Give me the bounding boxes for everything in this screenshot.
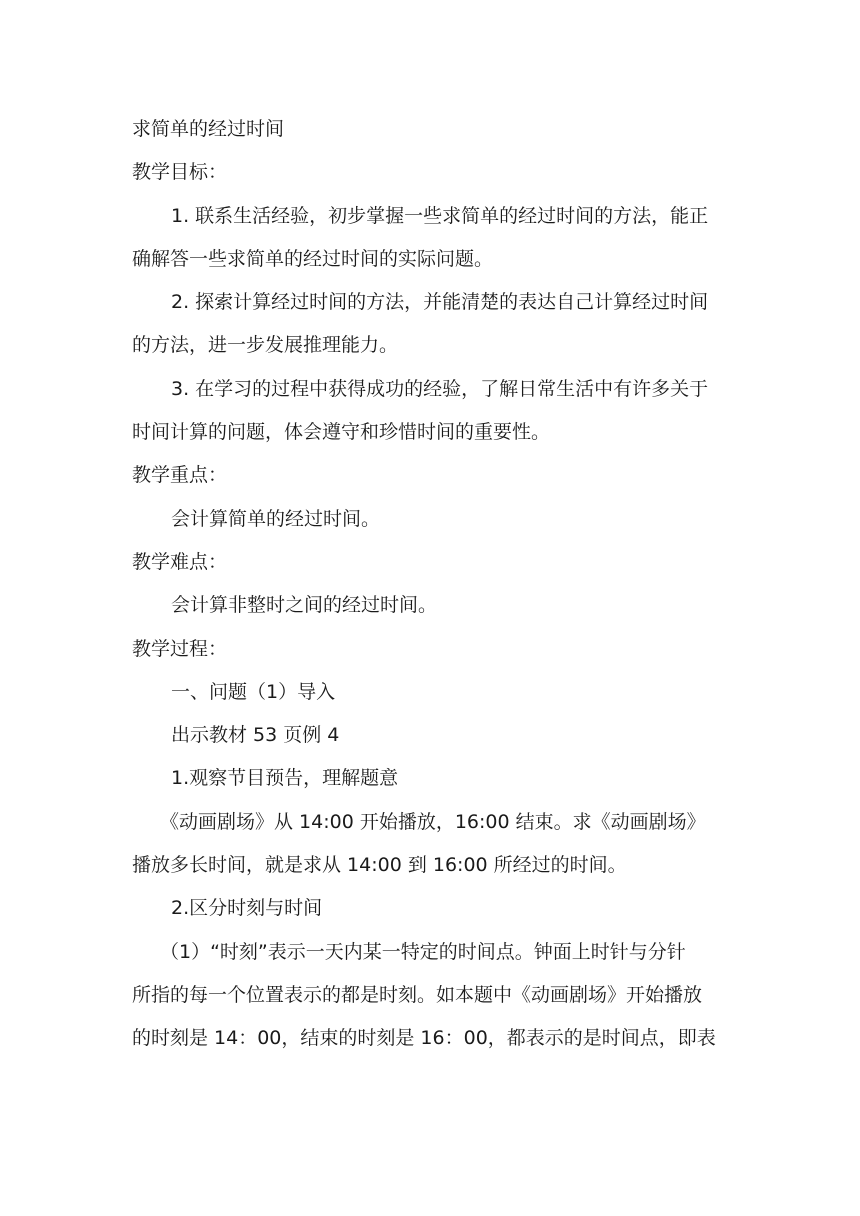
difficulty-heading: 教学难点：	[132, 550, 228, 573]
step-2-line-3: 的时刻是 14：00，结束的时刻是 16：00，都表示的是时间点，即表	[132, 1027, 716, 1050]
step-2-heading: 2.区分时刻与时间	[171, 897, 323, 920]
key-point-text: 会计算简单的经过时间。	[171, 507, 381, 530]
step-1-line-2: 播放多长时间，就是求从 14:00 到 16:00 所经过的时间。	[132, 854, 627, 877]
step-2-line-2: 所指的每一个位置表示的都是时刻。如本题中《动画剧场》开始播放	[132, 983, 703, 1006]
step-1-line-1: 《动画剧场》从 14:00 开始播放，16:00 结束。求《动画剧场》	[160, 810, 706, 833]
show-textbook-text: 出示教材 53 页例 4	[171, 724, 340, 747]
objective-2-line-1: 2. 探索计算经过时间的方法，并能清楚的表达自己计算经过时间	[171, 291, 709, 314]
step-2-line-1: （1）“时刻”表示一天内某一特定的时间点。钟面上时针与分针	[160, 940, 686, 963]
document-body	[132, 108, 732, 1061]
objectives-heading: 教学目标：	[132, 161, 228, 184]
objective-2-line-2: 的方法，进一步发展推理能力。	[132, 334, 399, 357]
key-point-heading: 教学重点：	[132, 464, 228, 487]
difficulty-text: 会计算非整时之间的经过时间。	[171, 594, 438, 617]
objective-1-line-2: 确解答一些求简单的经过时间的实际问题。	[132, 247, 494, 270]
objective-3-line-1: 3. 在学习的过程中获得成功的经验，了解日常生活中有许多关于	[171, 377, 709, 400]
objective-1-line-1: 1. 联系生活经验，初步掌握一些求简单的经过时间的方法，能正	[171, 204, 709, 227]
step-1-heading: 1.观察节目预告，理解题意	[171, 767, 399, 790]
document-title: 求简单的经过时间	[132, 118, 285, 140]
process-heading: 教学过程：	[132, 637, 228, 660]
objective-3-line-2: 时间计算的问题，体会遵守和珍惜时间的重要性。	[132, 421, 551, 444]
section-1-heading: 一、问题（1）导入	[171, 680, 336, 703]
